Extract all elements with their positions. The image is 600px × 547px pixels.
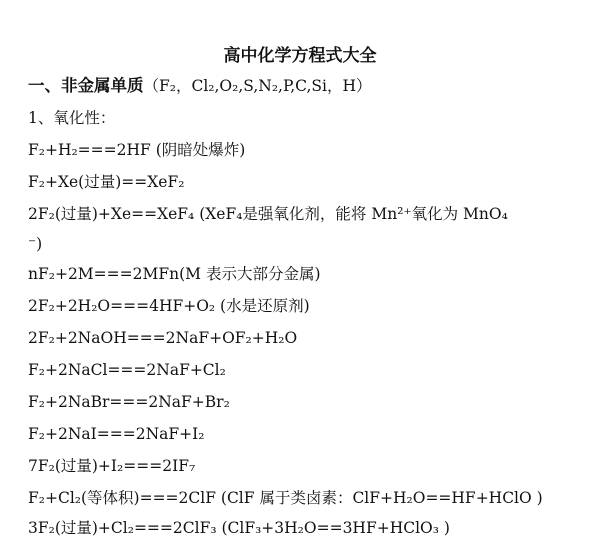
equation-line: 3F₂(过量)+Cl₂===2ClF₃ (ClF₃+3H₂O==3HF+HClO₃ ) (28, 519, 450, 537)
subsection-heading: 1、氧化性： (28, 109, 116, 127)
equation-line: F₂+Cl₂(等体积)===2ClF (ClF 属于类卤素：ClF+H₂O==HF+HClO ) (28, 489, 543, 507)
equation-line-continuation: ⁻) (28, 235, 43, 253)
equation-line: 2F₂+2H₂O===4HF+O₂ (水是还原剂) (28, 297, 310, 315)
equation-line: F₂+H₂===2HF (阴暗处爆炸) (28, 141, 246, 159)
equation-line: nF₂+2M===2MFn(M 表示大部分金属) (28, 265, 321, 283)
equation-line: 2F₂+2NaOH===2NaF+OF₂+H₂O (28, 329, 298, 347)
equation-line: 7F₂(过量)+I₂===2IF₇ (28, 457, 196, 475)
equation-line: F₂+2NaCl===2NaF+Cl₂ (28, 361, 226, 379)
document-title: 高中化学方程式大全 (223, 46, 377, 66)
equation-line: F₂+2NaBr===2NaF+Br₂ (28, 393, 230, 411)
equation-line: 2F₂(过量)+Xe==XeF₄ (XeF₄是强氧化剂，能将 Mn²⁺氧化为 MnO₄ (28, 205, 508, 223)
section-subtitle: （F₂，Cl₂,O₂,S,N₂,P,C,Si，H） (143, 77, 372, 95)
section-heading-text: 一、非金属单质 (28, 76, 144, 95)
section-heading (28, 76, 372, 96)
equation-line: F₂+2NaI===2NaF+I₂ (28, 425, 205, 443)
equation-line: F₂+Xe(过量)==XeF₂ (28, 173, 185, 191)
